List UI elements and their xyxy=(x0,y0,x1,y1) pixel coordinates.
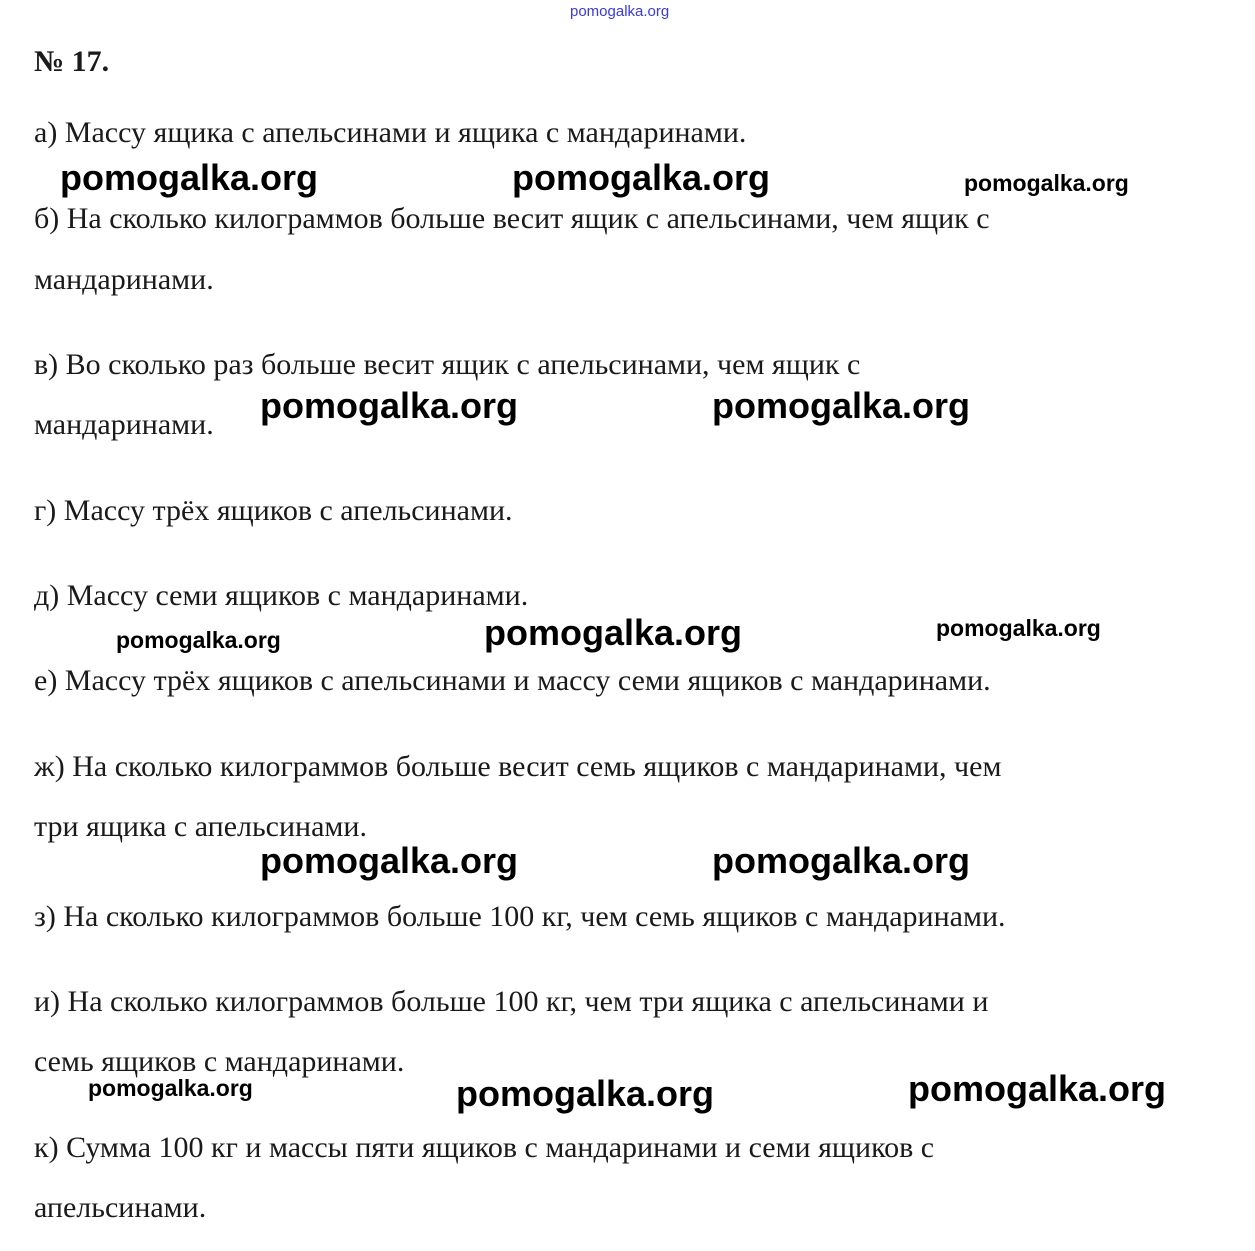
item-i-line1: и) На сколько килограммов больше 100 кг, чем три ящика с апельсинами и xyxy=(34,985,989,1018)
watermark: pomogalka.org xyxy=(484,612,743,653)
watermark: pomogalka.org xyxy=(88,1075,253,1101)
item-g: г) Массу трёх ящиков с апельсинами. xyxy=(34,494,513,527)
item-a: а) Массу ящика с апельсинами и ящика с мандаринами. xyxy=(34,116,747,149)
item-b-line2: мандаринами. xyxy=(34,263,214,296)
watermark: pomogalka.org xyxy=(116,627,281,653)
item-d: д) Массу семи ящиков с мандаринами. xyxy=(34,579,529,612)
item-i-line2: семь ящиков с мандаринами. xyxy=(34,1045,405,1078)
item-k-line2: апельсинами. xyxy=(34,1191,207,1224)
watermark: pomogalka.org xyxy=(712,385,971,426)
watermark: pomogalka.org xyxy=(260,840,519,881)
item-v-line2: мандаринами. xyxy=(34,408,214,441)
watermark: pomogalka.org xyxy=(936,615,1101,641)
item-zh-line2: три ящика с апельсинами. xyxy=(34,810,367,843)
item-v-line1: в) Во сколько раз больше весит ящик с апельсинами, чем ящик с xyxy=(34,348,861,381)
watermark: pomogalka.org xyxy=(712,840,971,881)
problem-title: № 17. xyxy=(34,45,110,78)
watermark: pomogalka.org xyxy=(964,170,1129,196)
item-z: з) На сколько килограммов больше 100 кг, чем семь ящиков с мандаринами. xyxy=(34,900,1006,933)
watermark-top: pomogalka.org xyxy=(570,3,670,20)
item-k-line1: к) Сумма 100 кг и массы пяти ящиков с мандаринами и семи ящиков с xyxy=(34,1131,935,1164)
watermark: pomogalka.org xyxy=(908,1068,1167,1109)
item-zh-line1: ж) На сколько килограммов больше весит семь ящиков с мандаринами, чем xyxy=(34,750,1002,783)
watermark: pomogalka.org xyxy=(512,157,771,198)
watermark: pomogalka.org xyxy=(60,157,319,198)
watermark: pomogalka.org xyxy=(260,385,519,426)
watermark: pomogalka.org xyxy=(456,1073,715,1114)
item-e: е) Массу трёх ящиков с апельсинами и массу семи ящиков с мандаринами. xyxy=(34,664,991,697)
item-b-line1: б) На сколько килограммов больше весит ящик с апельсинами, чем ящик с xyxy=(34,202,990,235)
